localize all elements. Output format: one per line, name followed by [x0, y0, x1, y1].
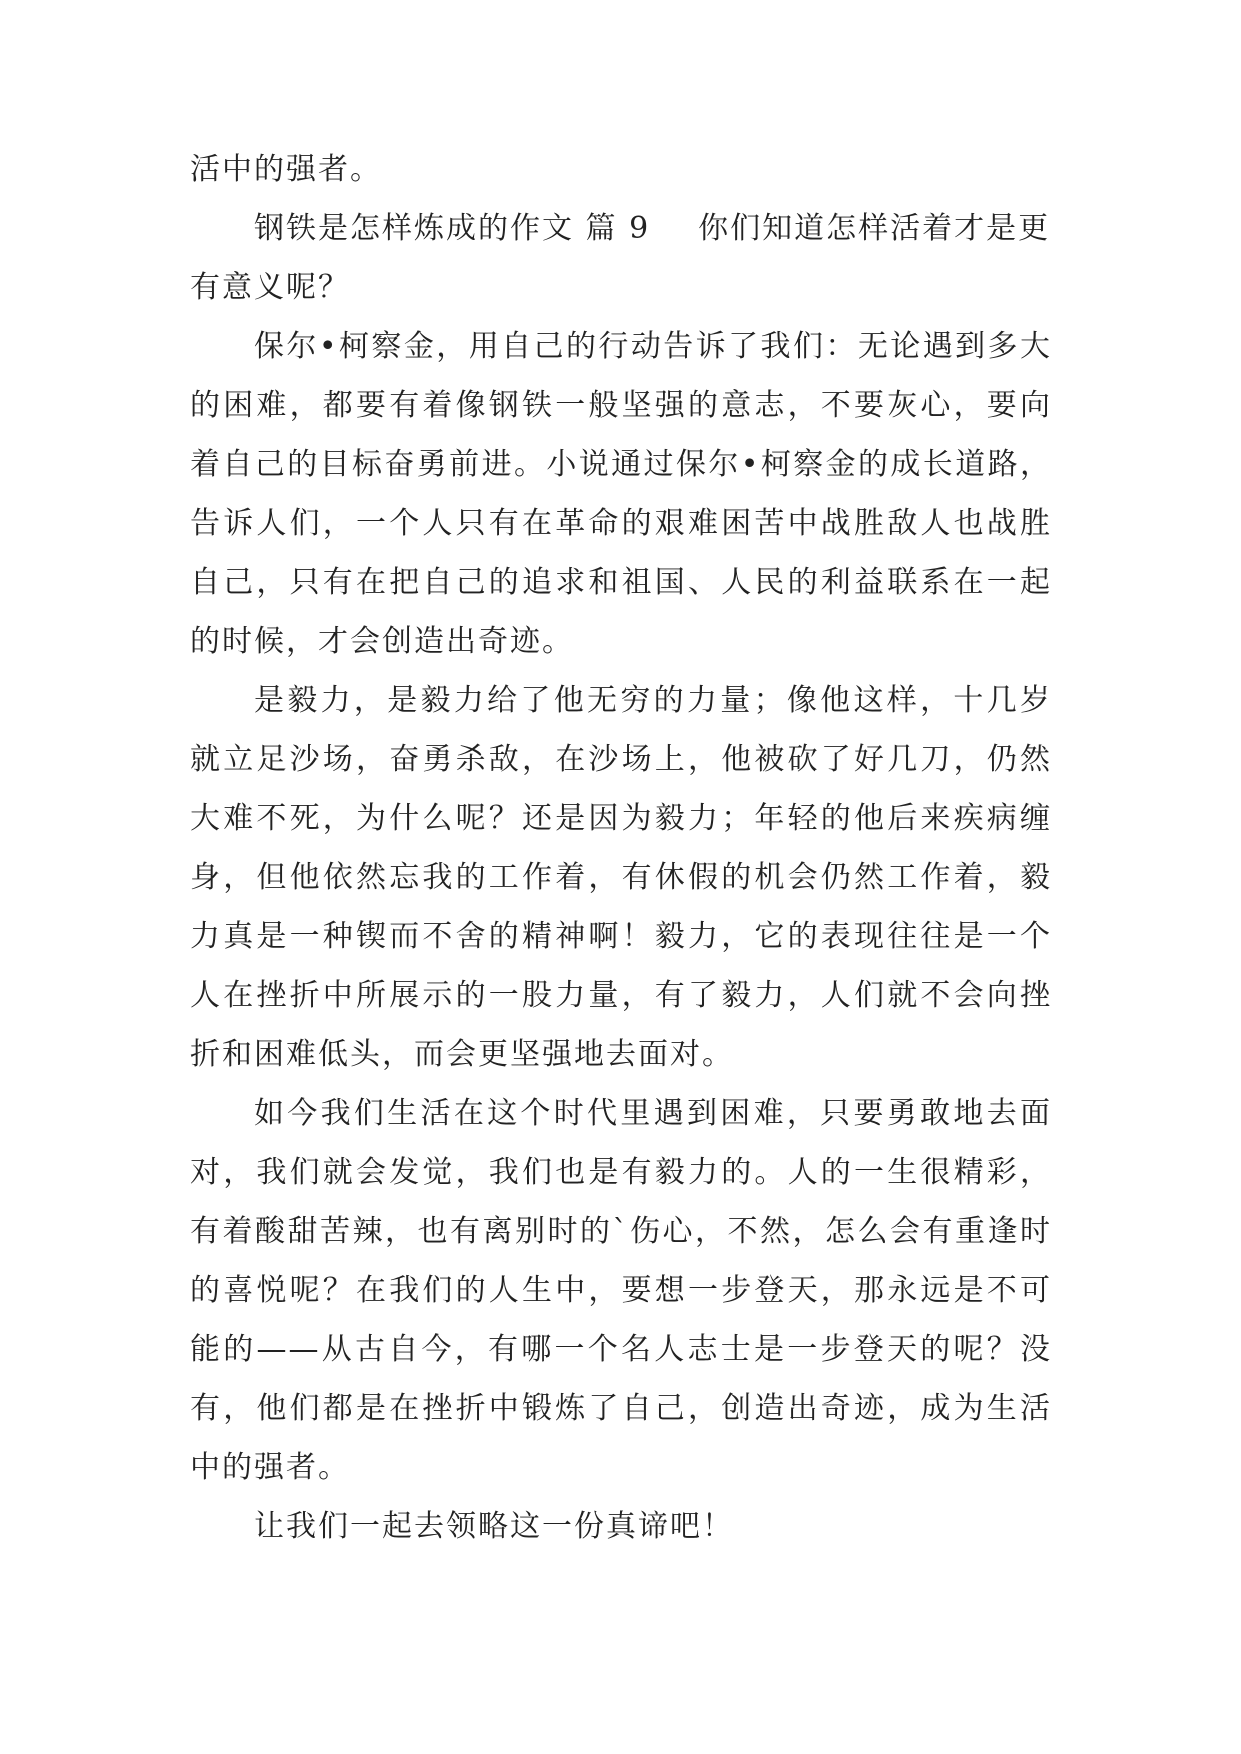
paragraph-continuation: 活中的强者。 — [190, 152, 382, 187]
paragraph-body: 如今我们生活在这个时代里遇到困难，只要勇敢地去面对，我们就会发觉，我们也是有毅力的。人的一生很精彩，有着酸甜苦辣，也有离别时的`伤心，不然，怎么会有重逢时的喜悦呢？在我们的人生中，要想一步登天，那永远是不可能的——从古自今，有哪一个名人志士是一步登天的呢？没有，他们都是在挫折中锻炼了自己，创造出奇迹，成为生活中的强者。 — [190, 1096, 1052, 1485]
essay-title: 钢铁是怎样炼成的作文 — [254, 211, 574, 246]
essay-lead-in: 你们知道怎样活着才是更有意义呢？ — [190, 211, 1051, 305]
paragraph-body: 是毅力，是毅力给了他无穷的力量；像他这样，十几岁就立足沙场，奋勇杀敌，在沙场上，他被砍了好几刀，仍然大难不死，为什么呢？还是因为毅力；年轻的他后来疾病缠身，但他依然忘我的工作着，有休假的机会仍然工作着，毅力真是一种锲而不舍的精神啊！毅力，它的表现往往是一个人在挫折中所展示的一股力量，有了毅力，人们就不会向挫折和困难低头，而会更坚强地去面对。 — [190, 683, 1052, 1072]
essay-heading — [190, 199, 1052, 317]
paragraph-closing: 让我们一起去领略这一份真谛吧！ — [254, 1509, 734, 1544]
paragraph-body: 保尔•柯察金，用自己的行动告诉了我们：无论遇到多大的困难，都要有着像钢铁一般坚强的意志，不要灰心，要向着自己的目标奋勇前进。小说通过保尔•柯察金的成长道路，告诉人们，一个人只有在革命的艰难困苦中战胜敌人也战胜自己，只有在把自己的追求和祖国、人民的利益联系在一起的时候，才会创造出奇迹。 — [190, 329, 1052, 659]
document-page — [190, 140, 1052, 1556]
essay-section-number: 篇 9 — [585, 211, 651, 246]
